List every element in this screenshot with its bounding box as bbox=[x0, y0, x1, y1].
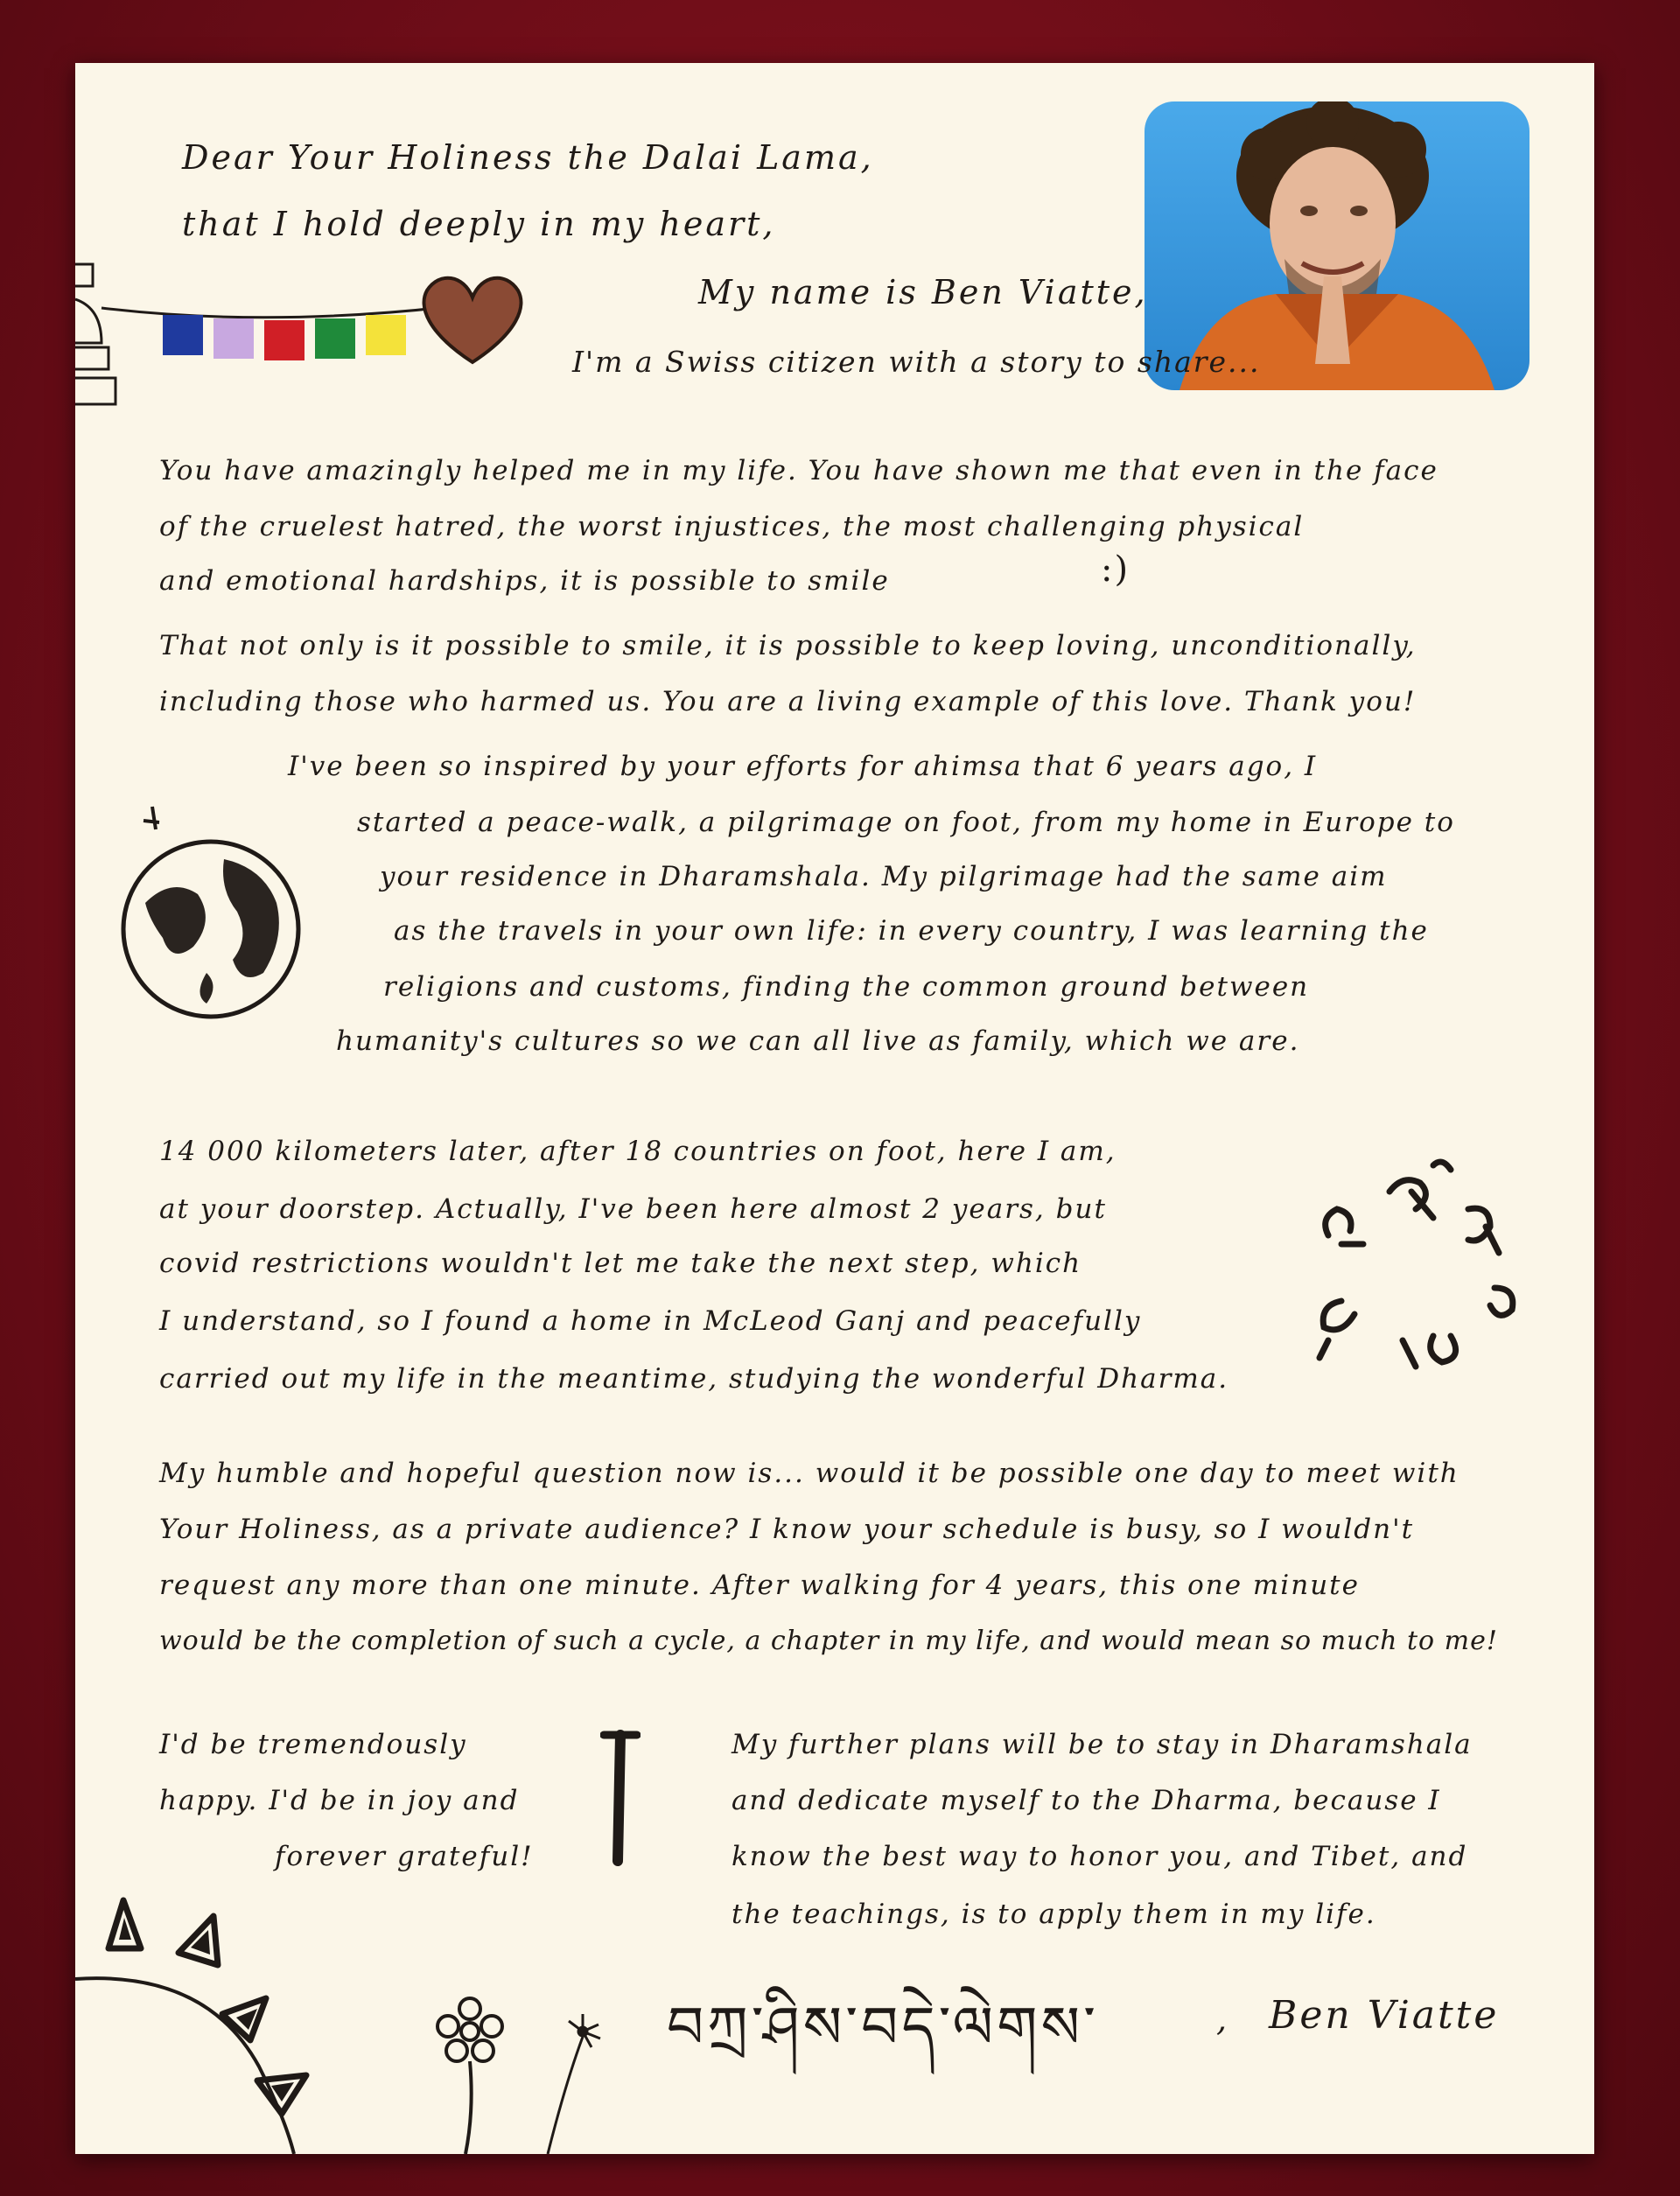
para3-line-5: carried out my life in the meantime, studying the wonderful Dharma. bbox=[159, 1363, 1229, 1395]
dandelion-icon bbox=[530, 2005, 609, 2154]
greeting-line-3: My name is Ben Viatte, bbox=[698, 273, 1148, 311]
left-note-line-3: forever grateful! bbox=[275, 1841, 534, 1872]
left-note-line-1: I'd be tremendously bbox=[159, 1729, 467, 1760]
vertical-separator-icon bbox=[600, 1730, 640, 1870]
right-note-line-2: and dedicate myself to the Dharma, because I bbox=[732, 1785, 1441, 1816]
para3-line-3: covid restrictions wouldn't let me take the next step, which bbox=[159, 1248, 1082, 1279]
signature-name: Ben Viatte bbox=[1269, 1993, 1500, 2038]
para2-line-6: humanity's cultures so we can all live as family, which we are. bbox=[336, 1025, 1300, 1057]
sun-icon bbox=[75, 1857, 364, 2154]
para4-line-4: would be the completion of such a cycle, a chapter in my life, and would mean so much to me! bbox=[159, 1626, 1498, 1656]
smiley: :) bbox=[1101, 549, 1130, 590]
para2-line-4: as the travels in your own life: in every country, I was learning the bbox=[394, 915, 1429, 947]
para1-line-3: and emotional hardships, it is possible to smile bbox=[159, 565, 890, 597]
right-note-line-4: the teachings, is to apply them in my life. bbox=[732, 1899, 1376, 1930]
para4-line-1: My humble and hopeful question now is... would it be possible one day to meet with bbox=[159, 1458, 1460, 1489]
para2-line-3: your residence in Dharamshala. My pilgrimage had the same aim bbox=[380, 861, 1388, 892]
para4-line-2: Your Holiness, as a private audience? I know your schedule is busy, so I wouldn't bbox=[159, 1514, 1415, 1545]
right-note-line-1: My further plans will be to stay in Dharamshala bbox=[732, 1729, 1473, 1760]
globe-icon bbox=[110, 798, 320, 1025]
letter-card bbox=[75, 63, 1594, 2154]
signature-comma: , bbox=[1216, 2000, 1229, 2039]
para2-line-5: religions and customs, finding the common ground between bbox=[383, 971, 1310, 1003]
para3-line-4: I understand, so I found a home in McLeod Ganj and peacefully bbox=[159, 1305, 1142, 1337]
para1-line-1: You have amazingly helped me in my life. You have shown me that even in the face bbox=[159, 455, 1438, 486]
flower-icon bbox=[422, 1988, 518, 2154]
greeting-line-2: that I hold deeply in my heart, bbox=[182, 205, 776, 243]
heart-icon bbox=[418, 271, 527, 367]
para1-line-4: That not only is it possible to smile, it is possible to keep loving, unconditionally, bbox=[159, 630, 1417, 661]
right-note-line-3: know the best way to honor you, and Tibet, and bbox=[732, 1841, 1468, 1872]
para2-line-1: I've been so inspired by your efforts for ahimsa that 6 years ago, I bbox=[288, 751, 1318, 782]
para1-line-2: of the cruelest hatred, the worst injustices, the most challenging physical bbox=[159, 511, 1305, 542]
para3-line-2: at your doorstep. Actually, I've been here almost 2 years, but bbox=[159, 1193, 1107, 1225]
greeting-line-1: Dear Your Holiness the Dalai Lama, bbox=[182, 138, 874, 177]
signature-tibetan: བཀྲ་ཤིས་བདེ་ལེགས་ bbox=[667, 1994, 1100, 2061]
para4-line-3: request any more than one minute. After walking for 4 years, this one minute bbox=[159, 1570, 1360, 1601]
om-mantra-wheel-icon bbox=[1302, 1157, 1530, 1384]
left-note-line-2: happy. I'd be in joy and bbox=[159, 1785, 520, 1816]
para1-line-5: including those who harmed us. You are a living example of this love. Thank you! bbox=[159, 686, 1417, 717]
para3-line-1: 14 000 kilometers later, after 18 countries on foot, here I am, bbox=[159, 1136, 1116, 1167]
greeting-line-4: I'm a Swiss citizen with a story to share... bbox=[572, 345, 1261, 379]
para2-line-2: started a peace-walk, a pilgrimage on foot, from my home in Europe to bbox=[357, 807, 1455, 838]
